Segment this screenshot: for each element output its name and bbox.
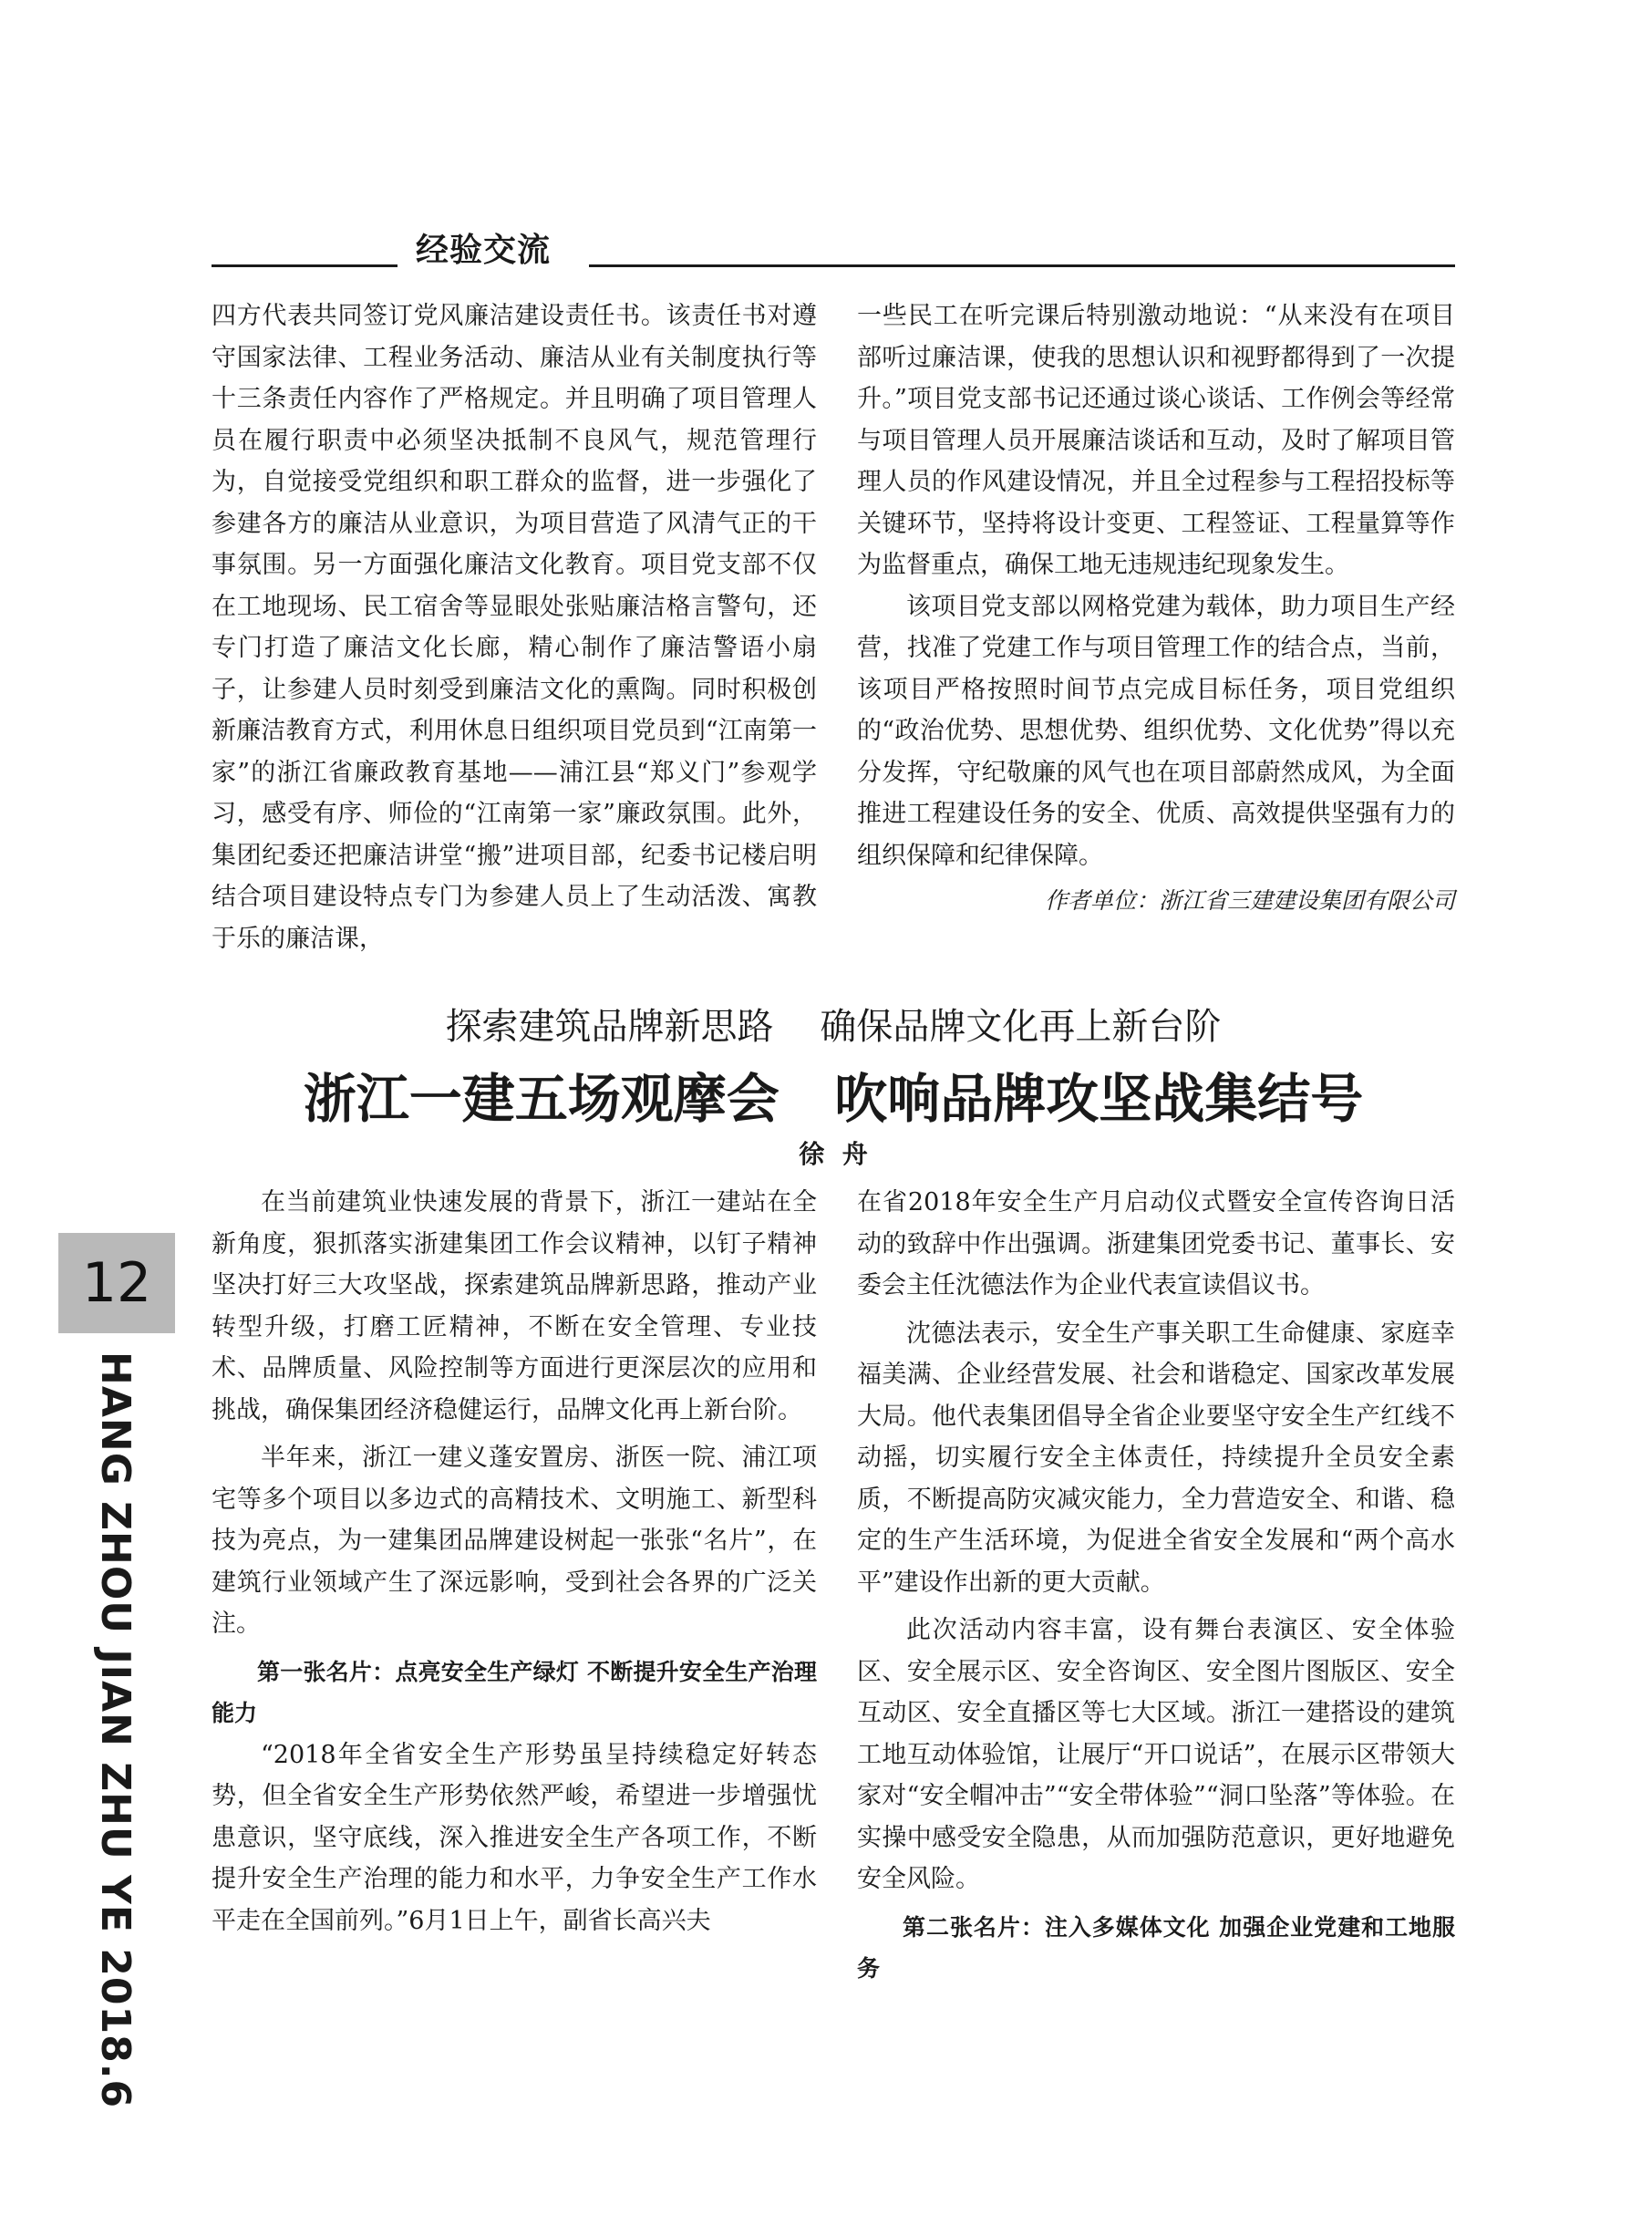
article1-column-right [857,295,1455,970]
article1-column-left [212,295,817,970]
article2-subtitle: 探索建筑品牌新思路 确保品牌文化再上新台阶 [445,1006,1222,1048]
article2-column-right [857,1182,1455,2057]
article2-column-left [212,1182,817,2057]
article2-paragraph: 在省2018年安全生产月启动仪式暨安全宣传咨询日活动的致辞中作出强调。浙建集团党委书记、董事长、安委会主任沈德法作为企业代表宣读倡议书。 [857,1188,1455,1299]
article2-paragraph: 在当前建筑业快速发展的背景下，浙江一建站在全新角度，狠抓落实浙建集团工作会议精神，以钉子精神坚决打好三大攻坚战，探索建筑品牌新思路，推动产业转型升级，打磨工匠精神，不断在安全管理、专业技术、品牌质量、风险控制等方面进行更深层次的应用和挑战，确保集团经济稳健运行，品牌文化再上新台阶。 [212,1188,817,1424]
header-rule-left [212,264,398,267]
section-label: 经验交流 [416,232,552,269]
spine-magazine-title: HANG ZHOU JIAN ZHU YE 2018.6 [92,1351,139,2109]
article2-byline: 徐 舟 [799,1139,868,1169]
article2-title: 浙江一建五场观摩会 吹响品牌攻坚战集结号 [303,1068,1364,1130]
article2-paragraph: 半年来，浙江一建义蓬安置房、浙医一院、浦江项宅等多个项目以多边式的高精技术、文明施工、新型科技为亮点，为一建集团品牌建设树起一张张“名片”，在建筑行业领域产生了深远影响，受到社会各界的广泛关注。 [212,1444,817,1638]
article2-paragraph: 沈德法表示，安全生产事关职工生命健康、家庭幸福美满、企业经营发展、社会和谐稳定、国家改革发展大局。他代表集团倡导全省企业要坚守安全生产红线不动摇，切实履行安全主体责任，持续提升全员安全素质，不断提高防灾减灾能力，全力营造安全、和谐、稳定的生产生活环境，为促进全省安全发展和“两个高水平”建设作出新的更大贡献。 [857,1319,1455,1597]
page-number: 12 [58,1233,175,1333]
author-unit: 作者单位：浙江省三建建设集团有限公司 [1044,887,1455,914]
article2-paragraph: 此次活动内容丰富，设有舞台表演区、安全体验区、安全展示区、安全咨询区、安全图片图版区、安全互动区、安全直播区等七大区域。浙江一建搭设的建筑工地互动体验馆，让展厅“开口说话”，在展示区带领大家对“安全帽冲击”“安全带体验”“洞口坠落”等体验。在实操中感受安全隐患，从而加强防范意识，更好地避免安全风险。 [857,1616,1455,1893]
section-header [212,217,1455,272]
article2-paragraph: “2018年全省安全生产形势虽呈持续稳定好转态势，但全省安全生产形势依然严峻，希望进一步增强忧患意识，坚守底线，深入推进安全生产各项工作，不断提升安全生产治理的能力和水平，力争安全生产工作水平走在全国前列。”6月1日上午，副省长高兴夫 [212,1740,817,1935]
article1-paragraph: 四方代表共同签订党风廉洁建设责任书。该责任书对遵守国家法律、工程业务活动、廉洁从业有关制度执行等十三条责任内容作了严格规定。并且明确了项目管理人员在履行职责中必须坚决抵制不良风气，规范管理行为，自觉接受党组织和职工群众的监督，进一步强化了参建各方的廉洁从业意识，为项目营造了风清气正的干事氛围。另一方面强化廉洁文化教育。项目党支部不仅在工地现场、民工宿舍等显眼处张贴廉洁格言警句，还专门打造了廉洁文化长廊，精心制作了廉洁警语小扇子，让参建人员时刻受到廉洁文化的熏陶。同时积极创新廉洁教育方式，利用休息日组织项目党员到“江南第一家”的浙江省廉政教育基地——浦江县“郑义门”参观学习，感受有序、师俭的“江南第一家”廉政氛围。此外，集团纪委还把廉洁讲堂“搬”进项目部，纪委书记楼启明结合项目建设特点专门为参建人员上了生动活泼、寓教于乐的廉洁课， [212,302,817,953]
article1-paragraph: 该项目党支部以网格党建为载体，助力项目生产经营，找准了党建工作与项目管理工作的结合点，当前，该项目严格按照时间节点完成目标任务，项目党组织的“政治优势、思想优势、组织优势、文化优势”得以充分发挥，守纪敬廉的风气也在项目部蔚然成风，为全面推进工程建设任务的安全、优质、高效提供坚强有力的组织保障和纪律保障。 [857,592,1455,870]
header-rule-right [589,264,1455,267]
article1-paragraph: 一些民工在听完课后特别激动地说：“从来没有在项目部听过廉洁课，使我的思想认识和视野都得到了一次提升。”项目党支部书记还通过谈心谈话、工作例会等经常与项目管理人员开展廉洁谈话和互动，及时了解项目管理人员的作风建设情况，并且全过程参与工程招投标等关键环节，坚持将设计变更、工程签证、工程量算等作为监督重点，确保工地无违规违纪现象发生。 [857,302,1455,579]
subheading-second-card: 第二张名片：注入多媒体文化 加强企业党建和工地服务 [857,1913,1455,1982]
subheading-first-card: 第一张名片：点亮安全生产绿灯 不断提升安全生产治理能力 [212,1658,817,1726]
